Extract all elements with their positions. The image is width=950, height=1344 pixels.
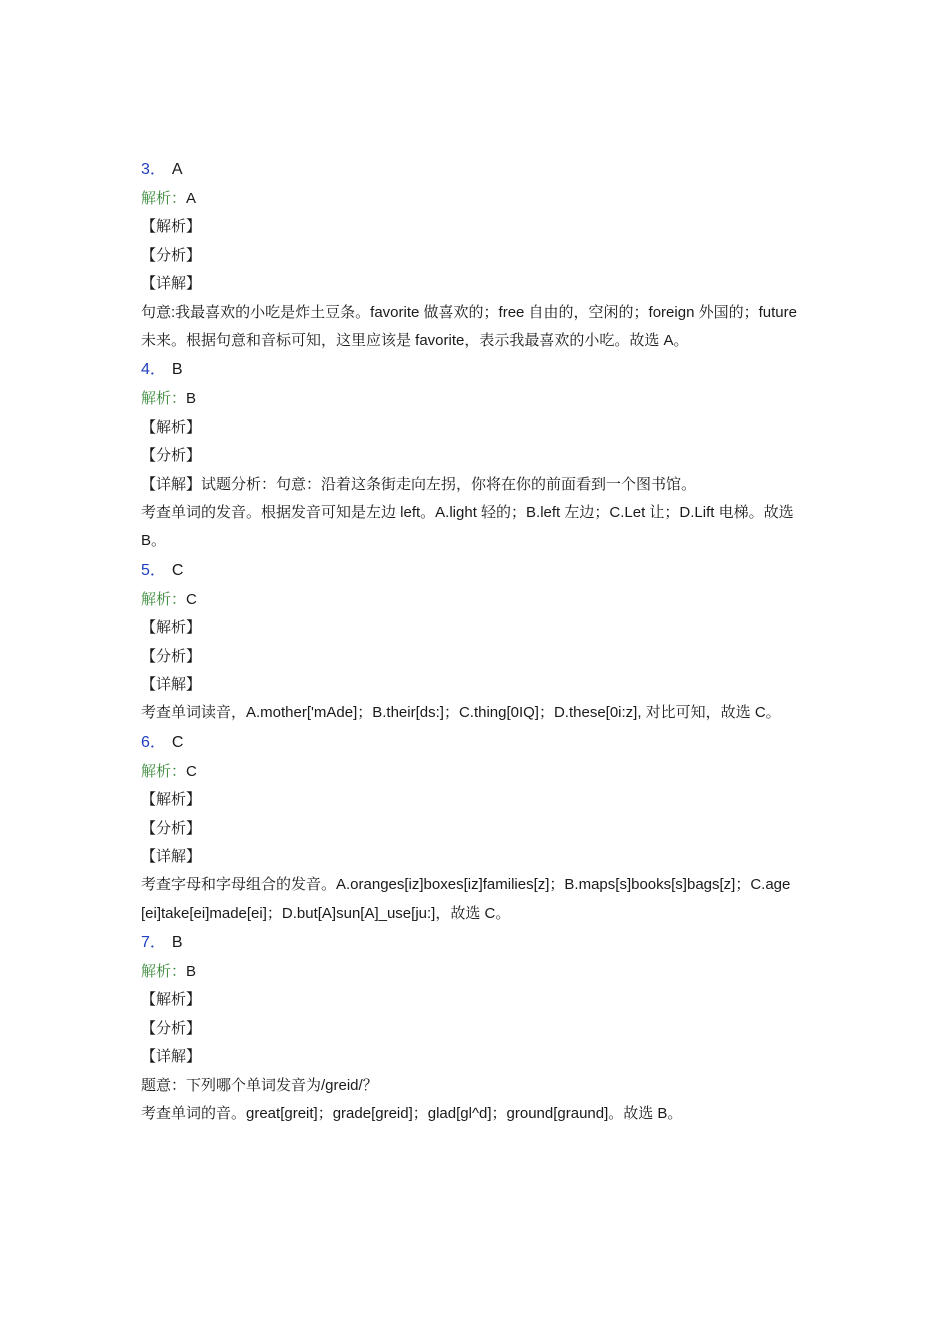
tag-fenxi: 【分析】	[141, 819, 202, 837]
jiexi-line	[141, 385, 801, 413]
question-answer: C	[171, 733, 184, 751]
question-answer: B	[171, 361, 183, 379]
tag-xiangjie	[141, 1043, 801, 1071]
tag-fenxi: 【分析】	[141, 447, 202, 465]
jiexi-label: 解析：	[141, 762, 187, 780]
tag-fenxi: 【分析】	[141, 1019, 202, 1037]
question-block-7	[141, 928, 801, 1128]
jiexi-value: A	[186, 190, 197, 207]
question-number: 3．	[141, 161, 166, 178]
tag-jiexi: 【解析】	[141, 791, 202, 809]
detail-paragraph: 考查字母和字母组合的发音。A.oranges[iz]boxes[iz]families[z]；B.maps[s]books[s]bags[z]；C.age[ei]take[ei]made[ei]；D.but[A]sun[A]_use[ju:]，故选 C。	[141, 876, 791, 922]
question-number: 5．	[141, 561, 166, 579]
jiexi-line	[141, 958, 801, 986]
detail-paragraph: 考查单词读音，A.mother['mAde]；B.their[ds:]；C.thing[0IQ]；D.these[0i:z], 对比可知，故选 C。	[141, 704, 781, 722]
question-answer: A	[171, 161, 183, 178]
question-header	[141, 556, 801, 586]
question-number: 4．	[141, 361, 166, 379]
tag-jiexi: 【解析】	[141, 991, 202, 1009]
answer-content	[141, 155, 801, 1128]
question-number: 6．	[141, 733, 166, 751]
tag-xiangjie	[141, 671, 801, 699]
question-block-6	[141, 728, 801, 928]
tag-xiangjie-label: 【详解】	[141, 275, 202, 293]
tag-xiangjie	[141, 270, 801, 298]
jiexi-label: 解析：	[141, 590, 187, 608]
tag-xiangjie-label: 【详解】	[141, 475, 202, 493]
detail-paragraph: 考查单词的发音。根据发音可知是左边 left。A.light 轻的；B.left 左边；C.Let 让；D.Lift 电梯。故选 B。	[141, 503, 794, 550]
question-header	[141, 928, 801, 958]
detail-inline: 试题分析：句意：沿着这条街走向左拐，你将在你的前面看到一个图书馆。	[201, 475, 697, 493]
jiexi-value: C	[186, 590, 197, 608]
tag-xiangjie-label: 【详解】	[141, 675, 202, 693]
jiexi-label: 解析：	[141, 190, 187, 207]
tag-jiexi: 【解析】	[141, 418, 202, 436]
jiexi-value: B	[186, 963, 197, 981]
question-header	[141, 728, 801, 758]
jiexi-value: C	[186, 762, 197, 780]
question-answer: C	[171, 561, 184, 579]
question-number: 7．	[141, 934, 166, 952]
question-header	[141, 155, 801, 185]
tag-xiangjie-label: 【详解】	[141, 847, 202, 865]
question-block-5	[141, 556, 801, 728]
jiexi-label: 解析：	[141, 390, 187, 408]
detail-paragraph: 题意：下列哪个单词发音为/greid/？	[141, 1076, 378, 1094]
jiexi-line	[141, 586, 801, 614]
detail-paragraph: 句意:我最喜欢的小吃是炸土豆条。favorite 做喜欢的；free 自由的，空闲的；foreign 外国的；future 未来。根据句意和音标可知，这里应该是 favorite，表示我最喜欢的小吃。故选 A。	[141, 303, 797, 349]
jiexi-line	[141, 758, 801, 786]
jiexi-label: 解析：	[141, 963, 187, 981]
question-header	[141, 355, 801, 385]
tag-jiexi: 【解析】	[141, 619, 202, 637]
detail-paragraph: 考查单词的音。great[greit]；grade[greid]；glad[gl^d]；ground[graund]。故选 B。	[141, 1105, 683, 1123]
tag-fenxi: 【分析】	[141, 647, 202, 665]
tag-xiangjie-label: 【详解】	[141, 1048, 202, 1066]
jiexi-value: B	[186, 390, 197, 408]
tag-fenxi: 【分析】	[141, 246, 202, 264]
question-block-3	[141, 155, 801, 355]
tag-jiexi: 【解析】	[141, 218, 202, 236]
jiexi-line	[141, 185, 801, 213]
question-block-4	[141, 355, 801, 555]
tag-xiangjie	[141, 843, 801, 871]
tag-xiangjie	[141, 471, 801, 499]
question-answer: B	[171, 934, 183, 952]
